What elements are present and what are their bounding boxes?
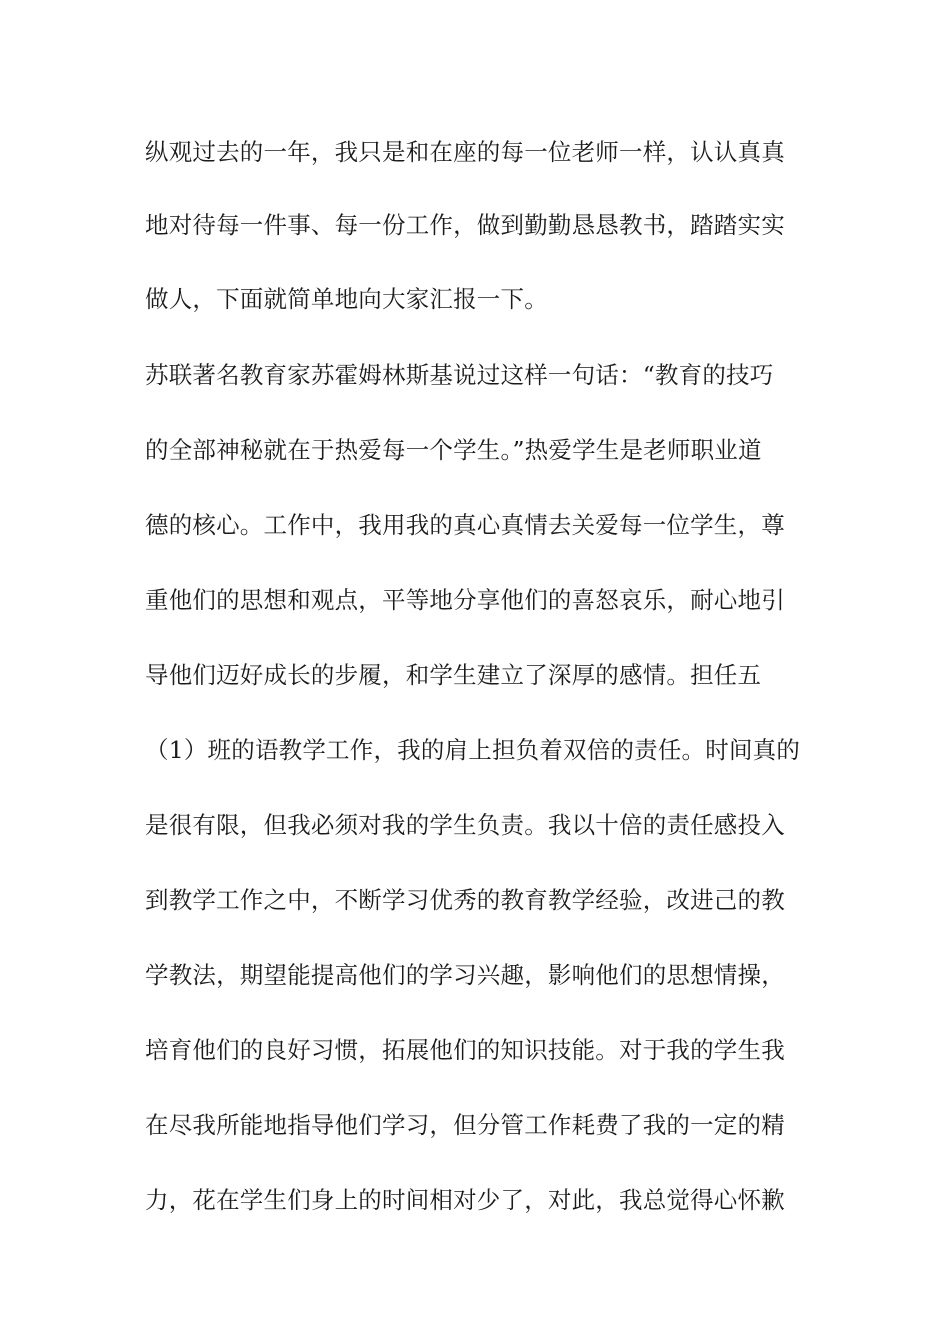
text-line: 学教法，期望能提高他们的学习兴趣，影响他们的思想情操，: [145, 961, 785, 989]
text-line: 重他们的思想和观点，平等地分享他们的喜怒哀乐，耐心地引: [145, 586, 785, 614]
text-line: 在尽我所能地指导他们学习，但分管工作耗费了我的一定的精: [145, 1111, 785, 1139]
text-line: 到教学工作之中，不断学习优秀的教育教学经验，改进己的教: [145, 886, 785, 914]
text-line: 德的核心。工作中，我用我的真心真情去关爱每一位学生，尊: [145, 511, 785, 539]
text-line: 的全部神秘就在于热爱每一个学生。”热爱学生是老师职业道: [145, 436, 762, 464]
text-line: 地对待每一件事、每一份工作，做到勤勤恳恳教书，踏踏实实: [145, 211, 785, 239]
text-line: （1）班的语教学工作，我的肩上担负着双倍的责任。时间真的: [145, 736, 801, 764]
text-line: 做人，下面就简单地向大家汇报一下。: [145, 285, 548, 313]
text-line: 纵观过去的一年，我只是和在座的每一位老师一样，认认真真: [145, 138, 785, 166]
text-line: 培育他们的良好习惯，拓展他们的知识技能。对于我的学生我: [145, 1036, 785, 1064]
text-line: 力，花在学生们身上的时间相对少了，对此，我总觉得心怀歉: [145, 1186, 785, 1214]
text-line: 是很有限，但我必须对我的学生负责。我以十倍的责任感投入: [145, 811, 785, 839]
text-line: 导他们迈好成长的步履，和学生建立了深厚的感情。担任五: [145, 661, 762, 689]
text-line: 苏联著名教育家苏霍姆林斯基说过这样一句话：“教育的技巧: [145, 361, 774, 389]
